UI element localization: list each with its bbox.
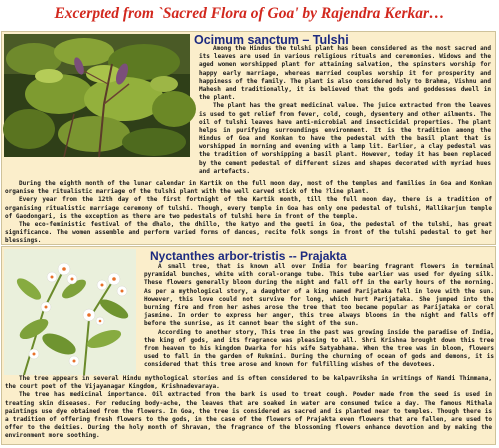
tulshi-panel (1, 31, 496, 245)
tulshi-side-text (199, 45, 491, 180)
tulshi-paragraph: The eco-feministic festival of the dhalo, the dhillo, the katyo and the geeti in Goa, the pedestal of the tulshi, has great significance. The women assemble and perform varied forms of dances, recite folk songs in front of the tulshi pedestal to get her blessings. (5, 220, 492, 245)
tulshi-heading: Ocimum sanctum – Tulshi (194, 33, 349, 47)
tulshi-paragraph: Every year from the 12th day of the first fortnight of the Kartik month, till the full moon day, there is a tradition of organising ritualistic marriage ceremony of tulshi. Though, every temple in Goa has only one pedestal of tulshi, Mallikarjun temple of Gaodongari, is the exception as there are two pedestals of tulshi here in front of the temple. (5, 196, 492, 220)
prajakta-full-text (5, 375, 492, 445)
prajakta-paragraph: According to another story, This tree in the past was growing inside the paradise of India, the king of gods, and its fragrance was pleasing to all. Shri Krishna brought down this tree from heaven to his kingdom Dwarka for his wife Satyabhama. When the tree was in bloom, flowers used to fall in the garden of Rukmini. During the churning of ocean of gods and demons, it is considered that this tree arose and known for fulfilling wishes of the devotees. (144, 328, 494, 369)
tulshi-full-text (5, 180, 492, 244)
tulshi-paragraph: The plant has the great medicinal value. The juice extracted from the leaves is used to get relief from fever, cold, cough, dysentery and other ailments. The oil of tulshi leaves have anti-microbial and insecticidal properties. The plant helps in purifying surroundings environment. It is the tradition among the Hindus of Goa and Konkan to have the pedestal with the basil plant that is worshipped in morning and evening with a lamp lit. Earlier, a clay pedestal was the tradition of worshipping a basil plant. However, today it has been replaced by the cement pedestal of different sizes and shapes decorated with myriad hues and artefacts. (199, 102, 491, 175)
tulshi-plant-photo (4, 34, 190, 157)
prajakta-side-text (144, 263, 494, 375)
page-title: Excerpted from `Sacred Flora of Goa' by Rajendra Kerkar… (54, 5, 445, 22)
prajakta-panel (1, 246, 496, 445)
prajakta-paragraph: The tree has medicinal importance. Oil extracted from the bark is used to treat cough. Powder made from the seed is used in treating skin diseases. For reducing body-ache, the leaves that are soaked in water are consumed twice a day. The famous Mithala paintings use dye obtained from the flowers. In Goa, the tree is considered as sacred and is planted near to temples. Though there is a tradition of offering fresh flowers to the gods, in the case of the flowers of Prajakta even flowers that are fallen, are used to offer to the deities. During the holy month of Shravan, the fragrance of the blossoming flowers enhance devotion and by making the environment more soothing. (5, 391, 492, 440)
tulshi-paragraph: During the eighth month of the lunar calendar in Kartik on the full moon day, most of the temples and families in Goa and Konkan organise the ritualistic marriage of the tulshi plant with the well carved stick of the ?line plant. (5, 180, 492, 196)
tulshi-paragraph: Among the Hindus the tulshi plant has been considered as the most sacred and its leaves are used in various religious rituals and ceremonies. Widows and the aged women worshipped plant for attaining salvation, the spinsters worship for happy early marriage, whereas married couples worship it for prosperity and happiness of the family. The plant is also considered holy to Brahma, Vishnu and Mahesh and traditionally, it is believed that the gods and goddesses dwell in the plant. (199, 45, 491, 102)
prajakta-paragraph: A small tree, that is known all over India for bearing fragrant flowers in terminal pyramidal bunches, white with coral-orange tube. This tube earlier was used for dyeing silk. These flowers generally bloom during the night and fall off in the early hours of the morning. As per a mythological story, a daughter of a king named Parijataka fell in love with the sun. However, this love could not survive for long, which hurt Parijataka. She jumped into the burning fire and from her ashes arose the tree that too became popular as Parijataka or coral jasmine. In order to express her anger, this tree always blooms in the night and falls off before the sunrise, as it cannot bear the sight of the sun. (144, 263, 494, 328)
prajakta-paragraph: The tree appears in several Hindu mythological stories and is often considered to be kalpavriksha in writings of Nandi Thimmana, the court poet of the Vijayanagar Kingdom, Krishnadevaraya. (5, 375, 492, 391)
prajakta-heading: Nyctanthes arbor-tristis -- Prajakta (150, 249, 347, 263)
prajakta-flower-photo (4, 249, 136, 375)
